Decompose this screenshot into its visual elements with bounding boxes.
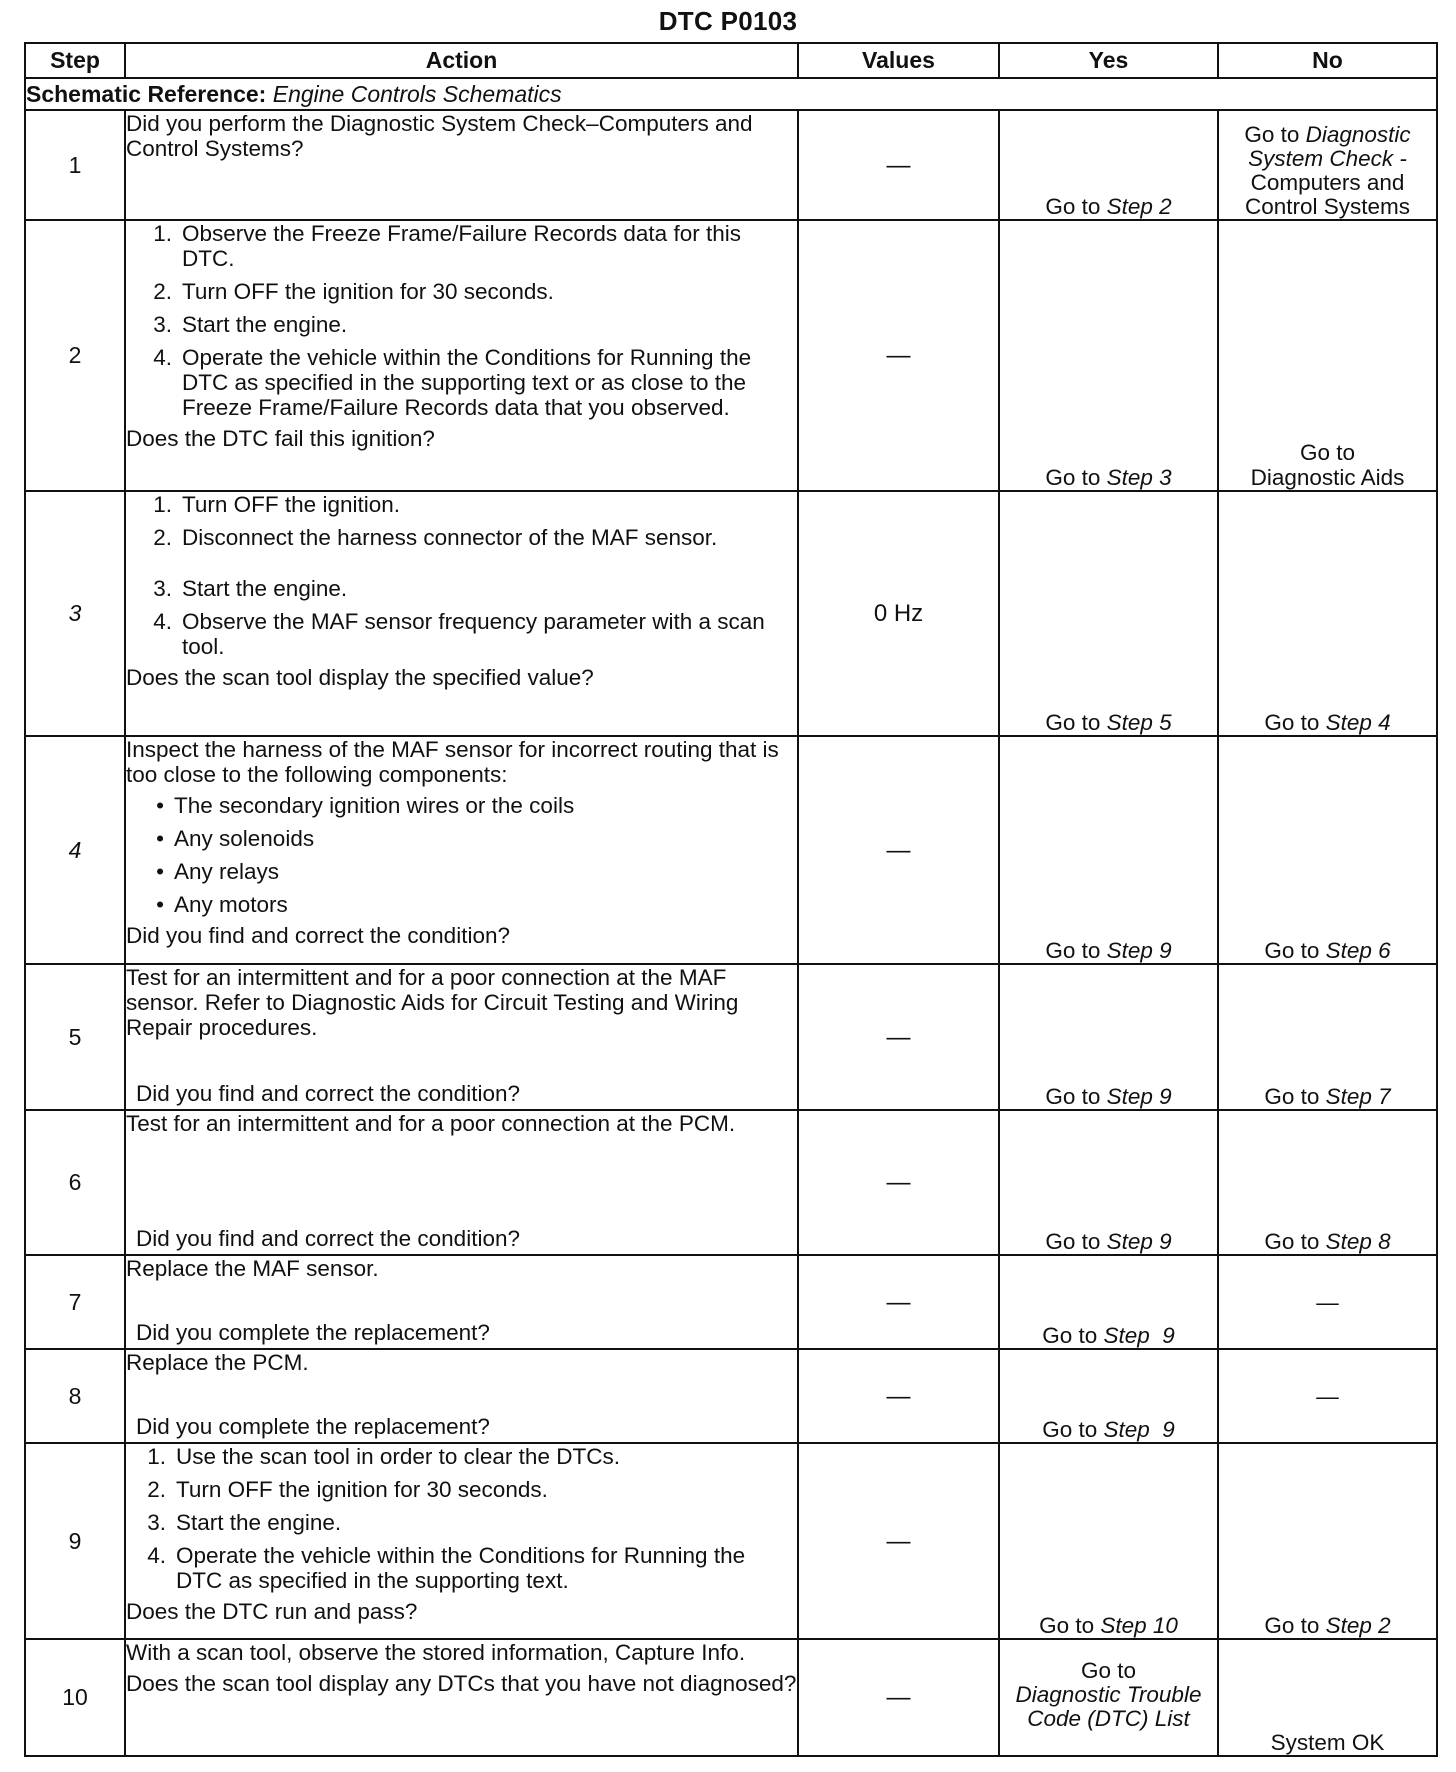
- list-item: • Any solenoids: [156, 826, 315, 851]
- action-question: Did you find and correct the condition?: [136, 1081, 520, 1106]
- step-number: 1: [25, 110, 125, 220]
- header-no: No: [1218, 43, 1437, 78]
- action-cell: [125, 1349, 798, 1443]
- no-target[interactable]: Step 2: [1325, 1613, 1391, 1638]
- yes-target[interactable]: Step 9: [1106, 1084, 1172, 1109]
- yes-cell[interactable]: Go to Step 9: [999, 1349, 1218, 1443]
- step-number: 7: [25, 1255, 125, 1349]
- yes-target[interactable]: Step 9: [1106, 1229, 1172, 1254]
- table-row: [25, 491, 1437, 736]
- step-number: 8: [25, 1349, 125, 1443]
- yes-cell[interactable]: [999, 110, 1218, 220]
- action-question: Does the DTC run and pass?: [126, 1599, 418, 1624]
- step-number: 3: [25, 491, 125, 736]
- list-item: 4. Observe the MAF sensor frequency parameter with a scan tool.: [153, 609, 765, 659]
- no-cell: —: [1218, 1255, 1437, 1349]
- action-cell: [125, 110, 798, 220]
- no-cell: —: [1218, 1349, 1437, 1443]
- action-cell: [125, 964, 798, 1110]
- action-text: With a scan tool, observe the stored information, Capture Info.: [126, 1640, 746, 1665]
- step-number: 5: [25, 964, 125, 1110]
- action-cell: [125, 1443, 798, 1639]
- no-target[interactable]: Step 4: [1325, 710, 1391, 735]
- list-item: 1. Use the scan tool in order to clear the DTCs.: [147, 1444, 620, 1469]
- action-text: Replace the MAF sensor.: [126, 1256, 379, 1281]
- no-cell[interactable]: Go to Diagnostic Aids: [1218, 220, 1437, 491]
- table-row: [25, 110, 1437, 220]
- yes-cell[interactable]: Go to Step 9: [999, 736, 1218, 964]
- no-cell[interactable]: Go to Step 8: [1218, 1110, 1437, 1255]
- step-number: 6: [25, 1110, 125, 1255]
- header-row: [25, 43, 1437, 78]
- action-cell: [125, 220, 798, 491]
- yes-target[interactable]: Diagnostic Trouble Code (DTC) List: [1015, 1681, 1202, 1731]
- value-cell: 0 Hz: [798, 491, 999, 736]
- yes-cell[interactable]: Go to Step 3: [999, 220, 1218, 491]
- value-cell: —: [798, 1349, 999, 1443]
- yes-target[interactable]: Step 9: [1103, 1323, 1175, 1348]
- yes-target[interactable]: Step 3: [1106, 465, 1172, 490]
- yes-target[interactable]: Step 9: [1103, 1417, 1175, 1442]
- action-cell: [125, 736, 798, 964]
- list-item: 2. Turn OFF the ignition for 30 seconds.: [153, 279, 554, 304]
- schematic-reference-row: [25, 78, 1437, 110]
- list-item: 2. Turn OFF the ignition for 30 seconds.: [147, 1477, 548, 1502]
- yes-target[interactable]: Step 2: [1106, 194, 1172, 219]
- yes-prefix: Go to: [1045, 194, 1101, 219]
- yes-target[interactable]: Step 5: [1106, 710, 1172, 735]
- step-number: 4: [25, 736, 125, 964]
- no-target[interactable]: Step 7: [1325, 1084, 1391, 1109]
- list-item: 3. Start the engine.: [153, 576, 348, 601]
- table-row: [25, 1255, 1437, 1349]
- no-cell[interactable]: Go to Step 2: [1218, 1443, 1437, 1639]
- no-target[interactable]: Step 6: [1325, 938, 1391, 963]
- value-cell: —: [798, 1255, 999, 1349]
- action-question: Did you find and correct the condition?: [136, 1226, 520, 1251]
- page-title: DTC P0103: [658, 6, 798, 36]
- action-question: Did you complete the replacement?: [136, 1414, 490, 1439]
- no-target[interactable]: Diagnostic Aids: [1250, 465, 1405, 490]
- list-item: 3. Start the engine.: [147, 1510, 342, 1535]
- step-number: 2: [25, 220, 125, 491]
- no-cell[interactable]: [1218, 110, 1437, 220]
- header-action: Action: [125, 43, 798, 78]
- action-question: Does the scan tool display any DTCs that you have not diagnosed?: [126, 1671, 797, 1696]
- action-cell: [125, 1110, 798, 1255]
- value-cell: —: [798, 736, 999, 964]
- table-row: [25, 1349, 1437, 1443]
- numbered-list: [126, 221, 797, 420]
- action-text: Test for an intermittent and for a poor connection at the PCM.: [126, 1111, 736, 1136]
- table-row: [25, 220, 1437, 491]
- list-item: 3. Start the engine.: [153, 312, 348, 337]
- list-item: 1. Observe the Freeze Frame/Failure Records data for this DTC.: [153, 221, 741, 271]
- value-cell: —: [798, 964, 999, 1110]
- header-yes: Yes: [999, 43, 1218, 78]
- action-question: Did you complete the replacement?: [136, 1320, 490, 1345]
- value-cell: —: [798, 220, 999, 491]
- action-question: Did you find and correct the condition?: [126, 923, 510, 948]
- list-item: • Any motors: [156, 892, 288, 917]
- no-prefix: Go to: [1244, 122, 1300, 147]
- numbered-list: [126, 492, 797, 659]
- action-text: Did you perform the Diagnostic System Check–Computers and Control Systems?: [126, 111, 753, 161]
- list-item: • Any relays: [156, 859, 280, 884]
- no-target[interactable]: Step 8: [1325, 1229, 1391, 1254]
- schematic-reference-label: Schematic Reference:: [26, 80, 267, 107]
- action-text: Replace the PCM.: [126, 1350, 309, 1375]
- action-question: Does the scan tool display the specified value?: [126, 665, 594, 690]
- no-cell[interactable]: Go to Step 7: [1218, 964, 1437, 1110]
- list-item: 1. Turn OFF the ignition.: [153, 492, 401, 517]
- bullet-list: [126, 793, 797, 917]
- header-step: Step: [25, 43, 125, 78]
- yes-cell[interactable]: Go to Diagnostic Trouble Code (DTC) List: [999, 1639, 1218, 1756]
- schematic-reference-link[interactable]: Engine Controls Schematics: [272, 80, 562, 107]
- table-row: [25, 1639, 1437, 1756]
- action-cell: [125, 1639, 798, 1756]
- list-item: 2. Disconnect the harness connector of the MAF sensor.: [153, 525, 718, 550]
- list-item: 4. Operate the vehicle within the Conditions for Running the DTC as specified in the supporting text.: [147, 1543, 746, 1593]
- no-cell[interactable]: Go to Step 4: [1218, 491, 1437, 736]
- step-number: 9: [25, 1443, 125, 1639]
- table-row: [25, 1443, 1437, 1639]
- yes-target[interactable]: Step 10: [1100, 1613, 1178, 1638]
- list-item: 4. Operate the vehicle within the Conditions for Running the DTC as specified in the supporting text or as close to the Freeze Frame/Failure Records data that you observed.: [153, 345, 752, 420]
- yes-target[interactable]: Step 9: [1106, 938, 1172, 963]
- value-cell: —: [798, 1110, 999, 1255]
- yes-cell[interactable]: Go to Step 10: [999, 1443, 1218, 1639]
- action-question: Does the DTC fail this ignition?: [126, 426, 435, 451]
- yes-cell[interactable]: Go to Step 9: [999, 1110, 1218, 1255]
- no-target[interactable]: Diagnostic System Check -: [1248, 122, 1411, 171]
- step-number: 10: [25, 1639, 125, 1756]
- header-values: Values: [798, 43, 999, 78]
- table-row: [25, 1110, 1437, 1255]
- no-cell: System OK: [1218, 1639, 1437, 1756]
- action-text: Test for an intermittent and for a poor connection at the MAF sensor. Refer to Diagnostic Aids for Circuit Testing and Wiring Repair procedures.: [126, 965, 739, 1040]
- list-item: • The secondary ignition wires or the coils: [156, 793, 575, 818]
- no-rest: Computers and Control Systems: [1244, 170, 1411, 219]
- no-cell[interactable]: Go to Step 6: [1218, 736, 1437, 964]
- value-cell: —: [798, 110, 999, 220]
- action-cell: [125, 491, 798, 736]
- numbered-list: [126, 1444, 797, 1593]
- yes-cell[interactable]: Go to Step 9: [999, 1255, 1218, 1349]
- table-row: [25, 964, 1437, 1110]
- value-cell: —: [798, 1639, 999, 1756]
- action-cell: [125, 1255, 798, 1349]
- dtc-table: [24, 42, 1438, 1757]
- action-text: Inspect the harness of the MAF sensor for incorrect routing that is too close to the following components:: [126, 737, 779, 787]
- yes-cell[interactable]: Go to Step 9: [999, 964, 1218, 1110]
- yes-cell[interactable]: Go to Step 5: [999, 491, 1218, 736]
- table-row: [25, 736, 1437, 964]
- value-cell: —: [798, 1443, 999, 1639]
